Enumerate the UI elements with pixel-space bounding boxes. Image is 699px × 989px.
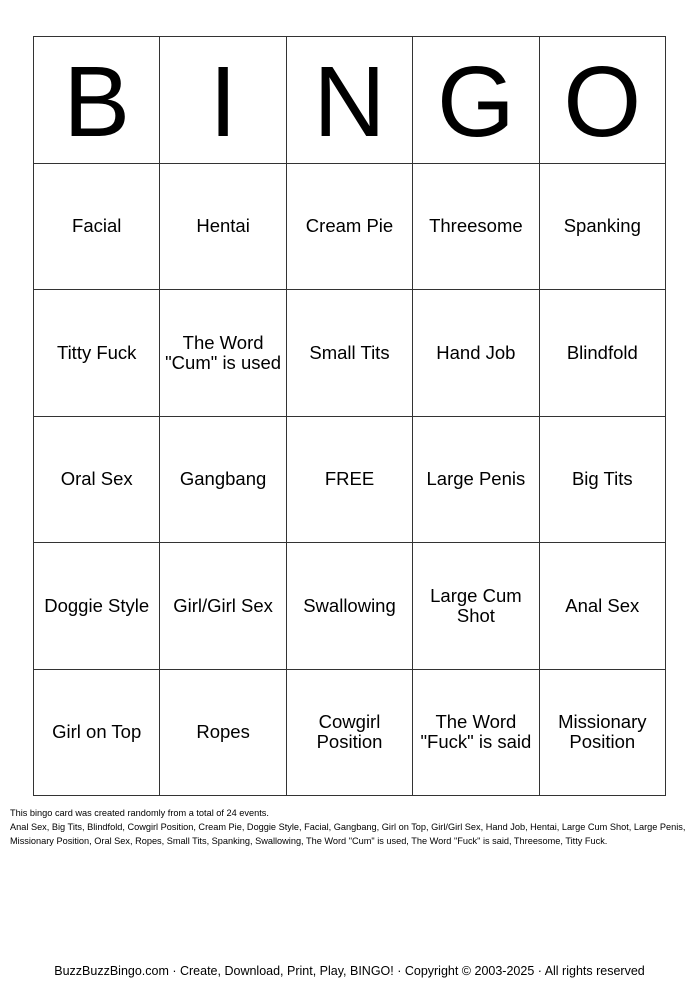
footnote-events-list: Anal Sex, Big Tits, Blindfold, Cowgirl Position, Cream Pie, Doggie Style, Facial, Gangbang, Girl on Top, Girl/Girl Sex, Hand Job, Hentai, Large Cum Shot, Large Penis, Missionary Position, Oral Sex, Ropes, Small Tits, Spanking, Swallowing, The Word "Cum" is used, The Word "Fuck" is said, Threesome, Titty Fuck. <box>10 822 686 846</box>
bingo-cell: Oral Sex <box>34 417 160 544</box>
free-space-cell: FREE <box>287 417 413 544</box>
bingo-cell: Big Tits <box>540 417 666 544</box>
bingo-card <box>33 36 666 796</box>
bingo-cell: Titty Fuck <box>34 290 160 417</box>
header-letter-i: I <box>160 37 286 164</box>
bingo-cell: Ropes <box>160 670 286 797</box>
bingo-cell: Facial <box>34 164 160 291</box>
bingo-cell: Small Tits <box>287 290 413 417</box>
bingo-cell: Gangbang <box>160 417 286 544</box>
bingo-cell: The Word "Cum" is used <box>160 290 286 417</box>
bingo-cell: Doggie Style <box>34 543 160 670</box>
card-footnote <box>10 806 690 848</box>
bingo-cell: Threesome <box>413 164 539 291</box>
bingo-cell: Large Penis <box>413 417 539 544</box>
footnote-intro: This bingo card was created randomly from a total of 24 events. <box>10 808 269 818</box>
bingo-cell: Swallowing <box>287 543 413 670</box>
bingo-cell: Blindfold <box>540 290 666 417</box>
page-footer: BuzzBuzzBingo.com · Create, Download, Print, Play, BINGO! · Copyright © 2003-2025 · All rights reserved <box>54 964 645 978</box>
bingo-cell: Anal Sex <box>540 543 666 670</box>
bingo-cell: Missionary Position <box>540 670 666 797</box>
bingo-cell: Girl on Top <box>34 670 160 797</box>
bingo-cell: Girl/Girl Sex <box>160 543 286 670</box>
header-letter-n: N <box>287 37 413 164</box>
bingo-cell: Cream Pie <box>287 164 413 291</box>
bingo-cell: Large Cum Shot <box>413 543 539 670</box>
header-letter-b: B <box>34 37 160 164</box>
header-letter-g: G <box>413 37 539 164</box>
header-letter-o: O <box>540 37 666 164</box>
bingo-cell: Hentai <box>160 164 286 291</box>
bingo-cell: Spanking <box>540 164 666 291</box>
bingo-cell: Cowgirl Position <box>287 670 413 797</box>
bingo-cell: The Word "Fuck" is said <box>413 670 539 797</box>
bingo-cell: Hand Job <box>413 290 539 417</box>
